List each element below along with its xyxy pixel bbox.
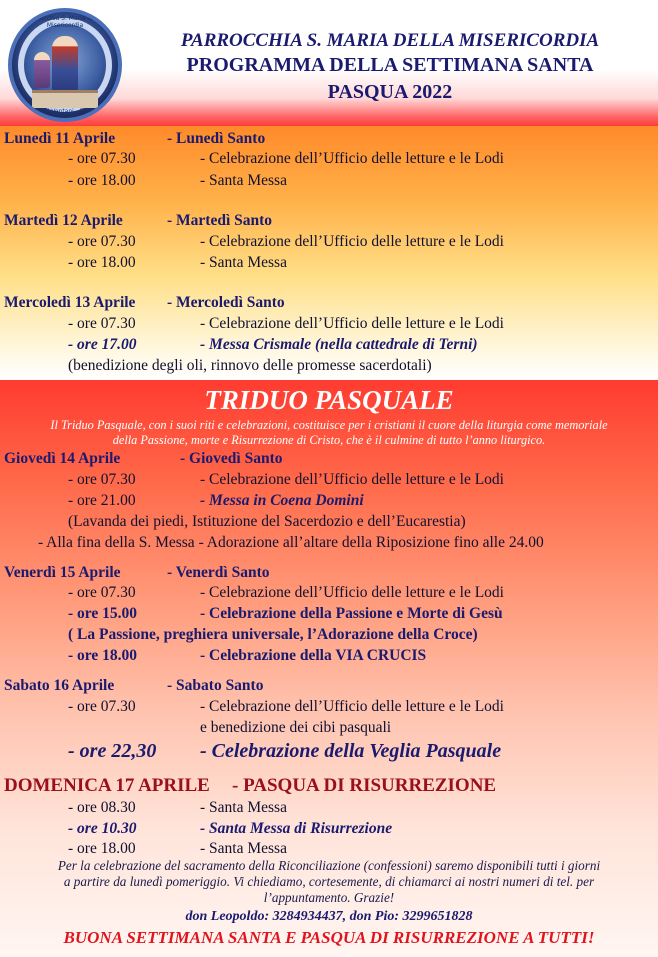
logo-child-figure [34, 52, 50, 88]
wednesday-event-2: - Messa Crismale (nella cattedrale di Terni) [200, 336, 478, 353]
saturday-event-1: - Celebrazione dell’Ufficio delle letture e le Lodi [200, 698, 504, 715]
friday-time-2: - ore 15.00 [68, 605, 138, 622]
triduo-desc-line-2: della Passione, morte e Risurrezione di Cristo, che è il culmine di tutto l’anno liturgico. [112, 433, 546, 447]
phone-numbers: don Leopoldo: 3284934437, don Pio: 3299651828 [185, 909, 473, 924]
triduo-desc-line-1: Il Triduo Pasquale, con i suoi riti e celebrazioni, costituisce per i cristiani il cuore della liturgia come memoriale [50, 418, 608, 432]
logo-madonna-figure [52, 36, 78, 92]
monday-date: Lunedì 11 Aprile [4, 130, 116, 147]
program-title: PROGRAMMA DELLA SETTIMANA SANTA [186, 54, 594, 76]
friday-event-1: - Celebrazione dell’Ufficio delle letture e le Lodi [200, 584, 504, 601]
sunday-name: - PASQUA DI RISURREZIONE [232, 775, 497, 796]
saturday-event-1b: e benedizione dei cibi pasquali [200, 719, 392, 736]
parish-logo [8, 8, 122, 122]
header-banner [0, 0, 658, 126]
friday-event-3: - Celebrazione della VIA CRUCIS [200, 647, 427, 664]
thursday-event-2: - Messa in Coena Domini [200, 492, 364, 509]
triduo-title: TRIDUO PASQUALE [204, 385, 454, 415]
wednesday-note: (benedizione degli oli, rinnovo delle promesse sacerdotali) [68, 357, 432, 374]
confession-line-1: Per la celebrazione del sacramento della Riconciliazione (confessioni) saremo disponibili tutti i giorni [57, 858, 601, 873]
confession-line-2: a partire da lunedì pomeriggio. Vi chiediamo, cortesemente, di chiamarci ai nostri numeri di tel. per [63, 874, 595, 889]
saturday-name: - Sabato Santo [167, 677, 264, 694]
thursday-time-1: - ore 07.30 [68, 471, 136, 488]
wednesday-time-2: - ore 17.00 [68, 336, 137, 353]
confession-line-3: l’appuntamento. Grazie! [263, 890, 395, 905]
sunday-time-3: - ore 18.00 [68, 840, 136, 857]
friday-time-3: - ore 18.00 [68, 647, 138, 664]
saturday-date: Sabato 16 Aprile [4, 677, 115, 694]
tuesday-time-1: - ore 07.30 [68, 233, 136, 250]
closing-greeting: BUONA SETTIMANA SANTA E PASQUA DI RISURREZIONE A TUTTI! [63, 928, 595, 947]
triduo-description [4, 418, 654, 448]
sunday-time-2: - ore 10.30 [68, 820, 137, 837]
sunday-event-1: - Santa Messa [200, 799, 287, 816]
thursday-name: - Giovedì Santo [180, 450, 283, 467]
thursday-note: (Lavanda dei piedi, Istituzione del Sacerdozio e dell’Eucarestia) [68, 513, 466, 530]
monday-event-2: - Santa Messa [200, 172, 287, 189]
tuesday-date: Martedì 12 Aprile [4, 212, 123, 229]
sunday-event-2: - Santa Messa di Risurrezione [200, 820, 393, 837]
friday-name: - Venerdì Santo [167, 564, 270, 581]
sunday-time-1: - ore 08.30 [68, 799, 136, 816]
confession-notice [4, 858, 654, 906]
tuesday-event-2: - Santa Messa [200, 254, 287, 271]
program-year: PASQUA 2022 [327, 81, 453, 103]
thursday-time-2: - ore 21.00 [68, 492, 136, 509]
tuesday-event-1: - Celebrazione dell’Ufficio delle letture e le Lodi [200, 233, 504, 250]
logo-arc-top: Parrocchia S. Maria della Misericordia [28, 15, 102, 29]
friday-event-2: - Celebrazione della Passione e Morte di Gesù [200, 605, 503, 622]
wednesday-name: - Mercoledì Santo [167, 294, 285, 311]
monday-event-1: - Celebrazione dell’Ufficio delle letture e le Lodi [200, 150, 504, 167]
logo-church-building [32, 90, 98, 108]
saturday-time-2: - ore 22,30 [68, 740, 157, 762]
logo-arc-bottom: Via Dei Ventani - B. Terni [28, 108, 102, 115]
wednesday-date: Mercoledì 13 Aprile [4, 294, 136, 311]
friday-time-1: - ore 07.30 [68, 584, 136, 601]
parish-name: PARROCCHIA S. MARIA DELLA MISERICORDIA [180, 30, 600, 51]
tuesday-time-2: - ore 18.00 [68, 254, 136, 271]
monday-name: - Lunedì Santo [167, 130, 266, 147]
thursday-date: Giovedì 14 Aprile [4, 450, 121, 467]
sunday-date: DOMENICA 17 APRILE [4, 775, 210, 796]
monday-time-2: - ore 18.00 [68, 172, 136, 189]
saturday-time-1: - ore 07.30 [68, 698, 136, 715]
monday-time-1: - ore 07.30 [68, 150, 136, 167]
wednesday-event-1: - Celebrazione dell’Ufficio delle letture e le Lodi [200, 315, 504, 332]
sunday-event-3: - Santa Messa [200, 840, 287, 857]
thursday-event-1: - Celebrazione dell’Ufficio delle letture e le Lodi [200, 471, 504, 488]
friday-note: ( La Passione, preghiera universale, l’Adorazione della Croce) [68, 626, 478, 643]
wednesday-time-1: - ore 07.30 [68, 315, 136, 332]
saturday-event-2: - Celebrazione della Veglia Pasquale [200, 740, 502, 762]
thursday-adoration: - Alla fina della S. Messa - Adorazione all’altare della Riposizione fino alle 24.00 [38, 534, 544, 551]
tuesday-name: - Martedì Santo [167, 212, 273, 229]
friday-date: Venerdì 15 Aprile [4, 564, 121, 581]
